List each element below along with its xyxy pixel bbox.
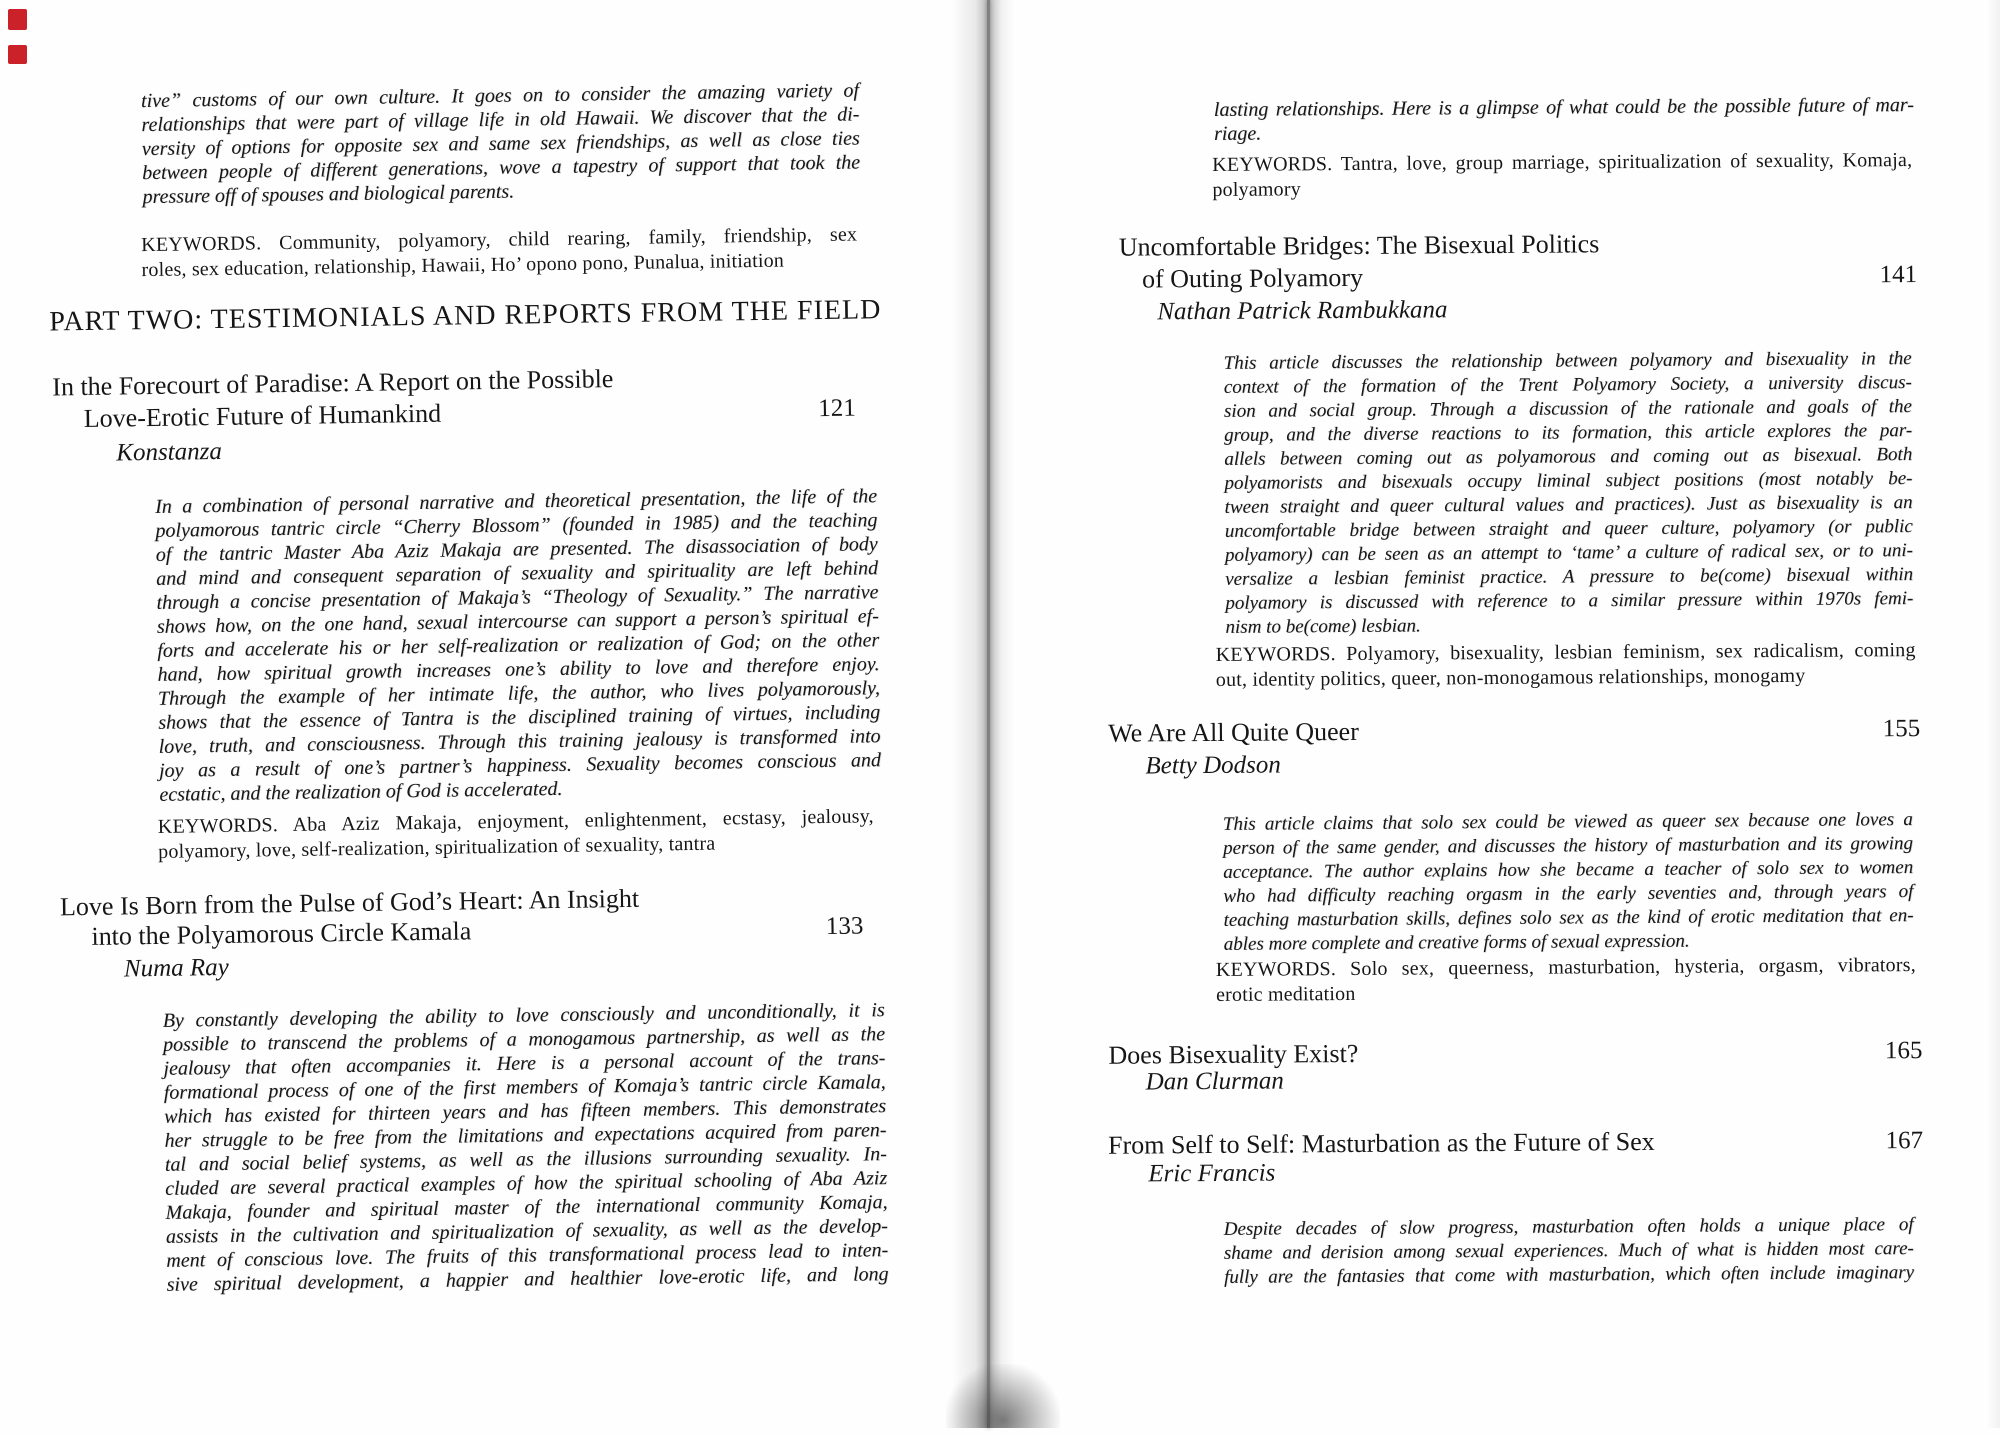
article-page-number: 133 (825, 912, 864, 941)
text-line: erotic meditation (1215, 982, 1356, 1006)
page-left (0, 0, 986, 1435)
article-author: Nathan Patrick Rambukkana (1157, 296, 1448, 326)
text-line: polyamory (1212, 178, 1301, 201)
text-line: tween straight and queer cultural values and practices). Just as bisexuality is an (1224, 492, 1913, 518)
text-line: pressure off of spouses and biological parents. (142, 180, 515, 209)
article-author: Betty Dodson (1145, 751, 1281, 780)
text-line: KEYWORDS. Tantra, love, group marriage, spiritualization of sexuality, Komaja, (1212, 149, 1913, 176)
text-line: roles, sex education, relationship, Hawaii, Ho’ opono pono, Punalua, initiation (141, 249, 785, 282)
text-line: polyamory is discussed with reference to a similar pressure within 1970s femi- (1225, 588, 1914, 614)
text-line: This article claims that solo sex could be viewed as queer sex because one loves a (1222, 809, 1913, 835)
text-line: hand, how spiritual growth increases one’s ability to love and therefore enjoy. (157, 653, 880, 686)
text-line: polyamory, love, self-realization, spiritualization of sexuality, tantra (158, 832, 716, 863)
text-line: polyamorous tantric circle “Cherry Blossom” (founded in 1985) and the teaching (155, 509, 878, 542)
text-line: nism to be(come) lesbian. (1225, 615, 1421, 638)
text-line: acceptance. The author explains how she became a teacher of solo sex to women (1223, 857, 1914, 883)
text-line: between people of different generations, wove a tapestry of support that took the (141, 151, 861, 185)
abstract-continuation (1214, 93, 1914, 146)
text-line: sion and social group. Through a discussion of the rationale and goals of the (1223, 396, 1913, 422)
keywords-paragraph (1216, 953, 1916, 1008)
text-line: which has existed for thirteen years and has fifteen members. This demonstrates (163, 1095, 887, 1128)
article-abstract (1223, 808, 1914, 957)
article-title-line: of Outing Polyamory (1141, 262, 1364, 294)
text-line: ables more complete and creative forms of sexual expression. (1223, 930, 1690, 955)
text-line: jealousy that often accompanies it. Here is a personal account of the trans- (163, 1047, 886, 1080)
text-line: versity of options for opposite sex and same sex friendships, as well as close ties (141, 127, 860, 161)
keywords-paragraph (158, 804, 875, 865)
text-line: shows that the essence of Tantra is the disciplined training of virtues, including (158, 701, 881, 734)
article-page-number: 141 (1879, 261, 1918, 289)
book-spine-line (987, 0, 990, 1428)
text-line: context of the formation of the Trent Polyamory Society, a university discus- (1223, 372, 1912, 398)
text-line: Through the example of her intimate life, the author, who lives polyamorously, (157, 677, 881, 710)
article-page-number: 155 (1882, 715, 1921, 743)
text-line: shame and derision among sexual experiences. Much of what is hidden most care- (1223, 1238, 1914, 1264)
text-line: teaching masturbation skills, defines solo sex as the kind of erotic meditation that en- (1223, 905, 1914, 931)
text-line: In a combination of personal narrative and theoretical presentation, the life of the (154, 485, 878, 518)
article-abstract (1224, 347, 1914, 640)
keywords-paragraph (1216, 638, 1916, 693)
text-line: through a concise presentation of Makaja’s “Theology of Sexuality.” The narrative (156, 581, 879, 614)
text-line: possible to transcend the problems of a monogamous partnership, as well as the (162, 1023, 886, 1056)
text-line: person of the same gender, and discusses the history of masturbation and its growing (1222, 833, 1914, 859)
article-title-line: into the Polyamorous Circle Kamala (91, 916, 472, 951)
text-line: relationships that were part of village life in old Hawaii. We discover that the di- (141, 103, 860, 137)
text-line: tive” customs of our own culture. It goes on to consider the amazing variety of (140, 79, 860, 113)
article-author: Numa Ray (123, 953, 229, 983)
text-line: fully are the fantasies that come with masturbation, which often include imaginary (1223, 1262, 1915, 1288)
page-edge-shadow (1986, 0, 2000, 1428)
article-abstract (163, 998, 889, 1297)
text-line: joy as a result of one’s partner’s happiness. Sexuality becomes conscious and (158, 749, 882, 782)
keywords-paragraph (141, 223, 858, 284)
article-abstract (155, 484, 882, 807)
text-line: ecstatic, and the realization of God is accelerated. (159, 777, 563, 806)
article-title-line: We Are All Quite Queer (1108, 716, 1359, 748)
text-line: out, identity politics, queer, non-monogamous relationships, monogamy (1215, 664, 1806, 691)
article-title-line: Love Is Born from the Pulse of God’s Heart: An Insight (59, 883, 640, 922)
text-line: KEYWORDS. Aba Aziz Makaja, enjoyment, enlightenment, ecstasy, jealousy, (157, 805, 874, 838)
text-line: shows how, on the one hand, sexual intercourse can support a person’s spiritual ef- (156, 605, 879, 638)
article-title-line: Does Bisexuality Exist? (1108, 1038, 1359, 1070)
article-title-line: Uncomfortable Bridges: The Bisexual Politics (1118, 229, 1600, 262)
article-page-number: 167 (1885, 1127, 1924, 1155)
text-line: her struggle to be free from the limitations and expectations acquired from paren- (164, 1119, 887, 1152)
text-line: KEYWORDS. Polyamory, bisexuality, lesbian feminism, sex radicalism, coming (1215, 639, 1916, 666)
text-line: of the tantric Master Aba Aziz Makaja are presented. The disassociation of body (155, 533, 878, 566)
text-line: Makaja, founder and spiritual master of the international community Komaja, (165, 1191, 888, 1224)
article-title-line: In the Forecourt of Paradise: A Report on the Possible (52, 364, 614, 402)
article-abstract (1224, 1213, 1914, 1290)
text-line: This article discusses the relationship between polyamory and bisexuality in the (1223, 348, 1912, 374)
text-line: forts and accelerate his or her self-realization or realization of God; on the other (157, 629, 880, 662)
text-line: By constantly developing the ability to love consciously and unconditionally, it is (162, 999, 885, 1032)
text-line: KEYWORDS. Community, polyamory, child rearing, family, friendship, sex (141, 223, 858, 257)
text-line: Despite decades of slow progress, masturbation often holds a unique place of (1223, 1214, 1914, 1240)
article-page-number: 165 (1884, 1037, 1923, 1065)
text-line: lasting relationships. Here is a glimpse of what could be the possible future of mar- (1213, 94, 1914, 121)
article-author: Eric Francis (1148, 1159, 1276, 1188)
text-line: polyamorists and bisexuals occupy liminal subject positions (most notably be- (1224, 468, 1913, 494)
article-author: Konstanza (116, 437, 223, 467)
article-author: Dan Clurman (1145, 1067, 1284, 1096)
text-line: KEYWORDS. Solo sex, queerness, masturbation, hysteria, orgasm, vibrators, (1215, 954, 1916, 981)
text-line: polyamory) can be seen as an attempt to ‘tame’ a culture of radical sex, or to uni- (1224, 540, 1914, 566)
text-line: uncomfortable bridge between straight and queer culture, polyamory (or public (1224, 516, 1913, 542)
article-title-line: Love-Erotic Future of Humankind (83, 398, 442, 433)
text-line: who had difficulty reaching orgasm in the early seventies and, through years of (1223, 881, 1914, 907)
part-heading: PART TWO: TESTIMONIALS AND REPORTS FROM THE FIELD (49, 294, 882, 338)
text-line: ment of conscious love. The fruits of this transformational process lead to inten- (166, 1239, 889, 1272)
book-spine-gutter (952, 0, 1014, 1428)
text-line: versalize a lesbian feminist practice. A pressure to be(come) bisexual within (1225, 564, 1914, 590)
text-line: assists in the cultivation and spiritualization of sexuality, as well as the develop- (165, 1215, 889, 1248)
article-title-line: From Self to Self: Masturbation as the Future of Sex (1107, 1126, 1655, 1160)
abstract-continuation (141, 78, 861, 209)
article-page-number: 121 (818, 394, 856, 423)
text-line: sive spiritual development, a happier and healthier love-erotic life, and long (166, 1263, 889, 1296)
text-line: cluded are several practical examples of how the spiritual schooling of Aba Aziz (165, 1167, 888, 1200)
book-spine-shadow (946, 1364, 1060, 1428)
text-line: riage. (1213, 122, 1262, 145)
text-line: allels between coming out as polyamorous and coming out as bisexual. Both (1224, 444, 1913, 470)
text-line: tal and social belief systems, as well as the illusions surrounding sexuality. In- (164, 1143, 887, 1176)
text-line: formational process of one of the first members of Komaja’s tantric circle Kamala, (163, 1071, 886, 1104)
page-right (990, 0, 2000, 1431)
text-line: and mind and consequent separation of sexuality and spirituality are left behind (156, 557, 879, 590)
text-line: group, and the diverse reactions to its formation, this article explores the par- (1224, 420, 1913, 446)
keywords-paragraph (1212, 148, 1912, 203)
text-line: love, truth, and consciousness. Through this training jealousy is transformed into (158, 725, 881, 758)
